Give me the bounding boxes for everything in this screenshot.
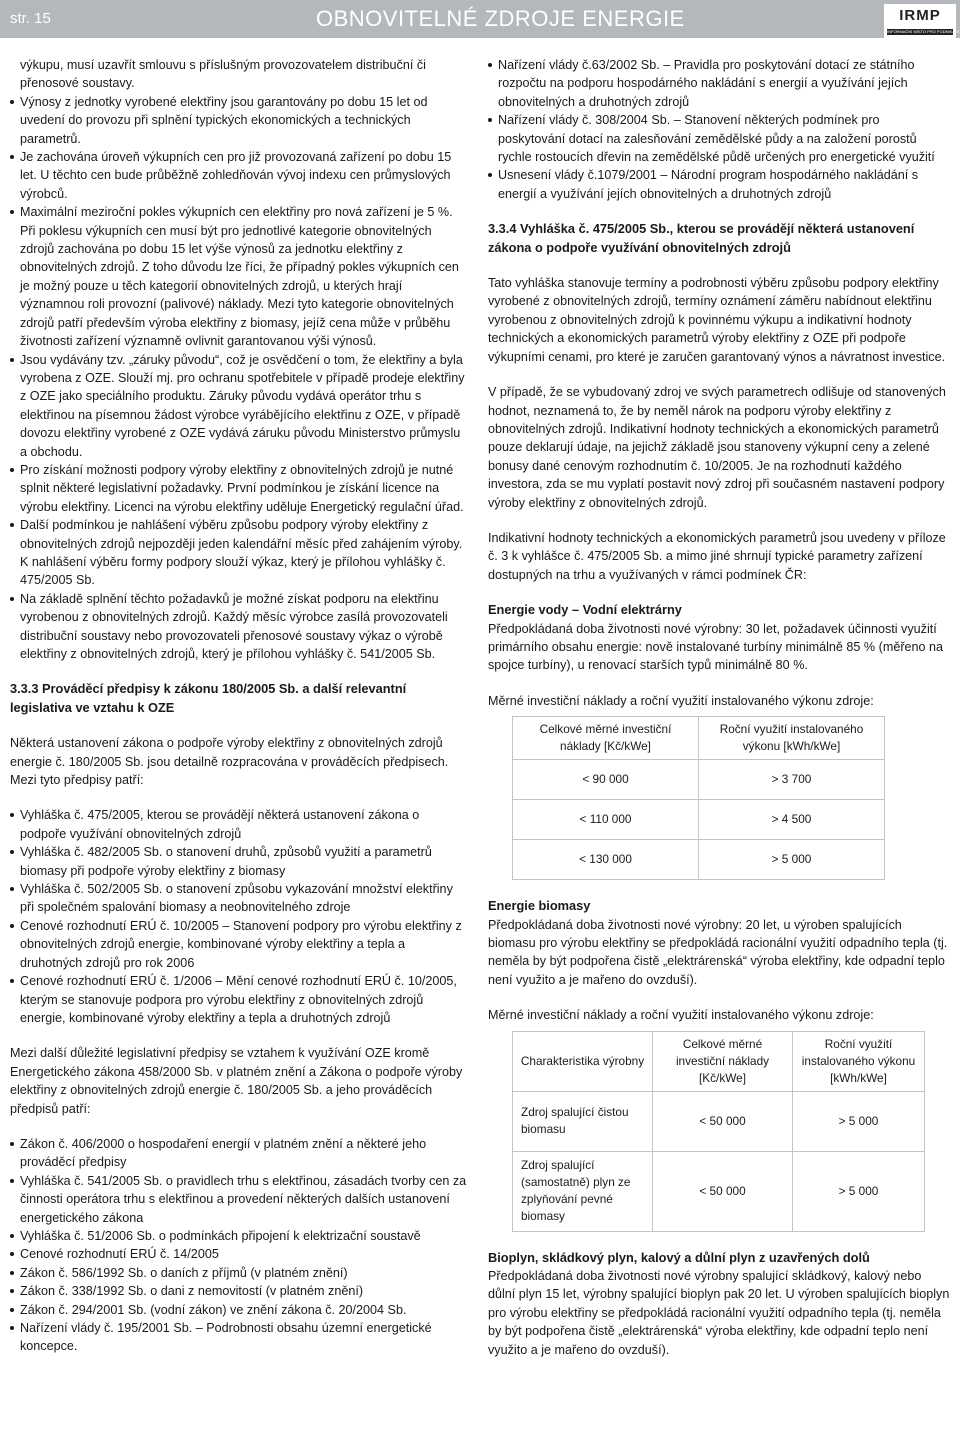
table-cell: Zdroj spalující (samostatně) plyn ze zplyňování pevné biomasy [513, 1151, 653, 1231]
table-row [513, 760, 885, 800]
implementing-regulations-list [10, 806, 468, 1027]
table-header-row [513, 1031, 925, 1091]
logo-wordmark: IRMP [899, 7, 941, 24]
paragraph: Indikativní hodnoty technických a ekonomických parametrů jsou uvedeny v příloze č. 3 k vyhlášce č. 475/2005 Sb. a mimo jiné shrnují typické parametry zařízení dostupných na trhu a využívaných v rámci podmínek ČR: [488, 530, 946, 582]
section-title: OBNOVITELNÉ ZDROJE ENERGIE [316, 6, 685, 31]
page-number: str. 15 [10, 10, 51, 27]
page-header [0, 0, 965, 42]
logo-subtitle: INFORMAČNÍ MÍSTO PRO PODNIKATELE [887, 29, 965, 34]
list-item: Nařízení vlády č. 308/2004 Sb. – Stanovení některých podmínek pro poskytování dotací na zalesňování zemědělské půdy a na založení porostů rychle rostoucích dřevin na zemědělské půdě určených pro energetické využití [488, 111, 950, 166]
table-header-cell: Celkové měrné investiční náklady [Kč/kWe] [513, 717, 699, 760]
table-header-cell: Charakteristika výrobny [513, 1031, 653, 1091]
table-cell: < 110 000 [513, 800, 699, 840]
table-cell: > 5 000 [793, 1091, 925, 1151]
table-row [513, 1091, 925, 1151]
list-item: Cenové rozhodnutí ERÚ č. 10/2005 – Stanovení podpory pro výrobu elektřiny z obnovitelných zdrojů energie, kombinované výroby elektřiny a tepla a druhotných zdrojů pro rok 2006 [10, 917, 468, 972]
table-header-row [513, 717, 885, 760]
list-item: Vyhláška č. 51/2006 Sb. o podmínkách připojení k elektrizační soustavě [10, 1227, 468, 1245]
list-item: Pro získání možnosti podpory výroby elektřiny z obnovitelných zdrojů je nutné splnit některé legislativní požadavky. První podmínkou je získání licence na výrobu elektřiny. Licenci na výrobu elektřiny uděluje Energetický regulační úřad. [10, 461, 468, 516]
table-cell: > 4 500 [699, 800, 885, 840]
water-energy-text: Předpokládaná doba životnosti nové výrobny: 30 let, požadavek účinnosti využití primárního obsahu energie: nově instalované turbíny minimálně 85 % (měřeno na spojce turbíny), u renovací starších typů minimálně 80 %. [488, 621, 944, 673]
list-item: Maximální meziroční pokles výkupních cen elektřiny pro nová zařízení je 5 %. Při poklesu výkupních cen musí být pro jednotlivé kategorie obnovitelných zdrojů zachována po dobu 15 let výše výnosů za jednotku elektřiny z obnovitelných zdrojů. Z toho důvodu lze říci, že případný pokles výkupních cen je možný pouze u těch kategorií obnovitelných zdrojů, u kterých hrají významnou roli provozní (palivové) náklady. Mezi tyto kategorie obnovitelných zdrojů patří především výroba elektřiny z biomasy, jejíž cena může v průběhu životnosti zařízení významně ovlivnit garantovanou výši výnosů. [10, 203, 468, 350]
table-cell: > 3 700 [699, 760, 885, 800]
support-conditions-list [10, 93, 468, 664]
paragraph: V případě, že se vybudovaný zdroj ve svých parametrech odlišuje od stanovených hodnot, neznamená to, že by neměl nárok na podporu výroby elektřiny z obnovitelných zdrojů. Indikativní hodnoty technických a ekonomických parametrů pouze deklarují údaje, na jejichž základě jsou stanoveny výkupní ceny a zelené bonusy dané cenovým rozhodnutím č. 10/2005. Je na rozhodnutí každého investora, zda se mu vyplatí postavit nový zdroj při současném nastavení podpory výroby elektřiny z obnovitelných zdrojů. [488, 385, 946, 510]
heading-3-3-4: 3.3.4 Vyhláška č. 475/2005 Sb., kterou se provádějí některá ustanovení zákona o podpoře využívání obnovitelných zdrojů [488, 221, 915, 255]
left-column [10, 56, 468, 1356]
right-column [488, 56, 950, 1359]
list-item: Další podmínkou je nahlášení výběru způsobu podpory výroby elektřiny z obnovitelných zdrojů nejpozději jeden kalendářní měsíc před zahájením výroby. K nahlášení výběru formy podpory slouží výkaz, který je přílohou vyhlášky č. 475/2005 Sb. [10, 516, 468, 590]
list-item: Zákon č. 586/1992 Sb. o daních z příjmů (v platném znění) [10, 1264, 468, 1282]
government-decrees-list [488, 56, 950, 203]
list-item: Výnosy z jednotky vyrobené elektřiny jsou garantovány po dobu 15 let od uvedení do provozu při splnění typických ekonomických a technických parametrů. [10, 93, 468, 148]
list-item: Je zachována úroveň výkupních cen pro již provozovaná zařízení po dobu 15 let. U těchto cen bude průběžně zohledňován vývoj indexu cen průmyslových výrobců. [10, 148, 468, 203]
table-header-cell: Celkové měrné investiční náklady [Kč/kWe] [653, 1031, 793, 1091]
table-cell: < 90 000 [513, 760, 699, 800]
table-row [513, 800, 885, 840]
table-cell: > 5 000 [699, 840, 885, 880]
water-table-intro: Měrné investiční náklady a roční využití instalovaného výkonu zdroje: [488, 693, 874, 708]
table-row [513, 840, 885, 880]
list-item: Vyhláška č. 541/2005 Sb. o pravidlech trhu s elektřinou, zásadách tvorby cen za činnosti operátora trhu s elektřinou a provedení některých dalších ustanovení energetického zákona [10, 1172, 468, 1227]
biogas-heading: Bioplyn, skládkový plyn, kalový a důlní plyn z uzavřených dolů [488, 1249, 870, 1265]
biomass-table-intro: Měrné investiční náklady a roční využití instalovaného výkonu zdroje: [488, 1008, 874, 1023]
other-legislation-list [10, 1135, 468, 1356]
table-cell: < 50 000 [653, 1151, 793, 1231]
paragraph: Mezi další důležité legislativní předpisy se vztahem k využívání OZE kromě Energetického zákona 458/2000 Sb. v platném znění a Zákona o podpoře výroby elektřiny z obnovitelných zdrojů energie č. 180/2005 Sb. a jeho prováděcích předpisů patří: [10, 1046, 463, 1116]
biomass-parameters-table [512, 1031, 925, 1232]
list-item: Zákon č. 406/2000 o hospodaření energií v platném znění a některé jeho prováděcí předpisy [10, 1135, 468, 1172]
table-header-cell: Roční využití instalovaného výkonu [kWh/kWe] [793, 1031, 925, 1091]
table-header-cell: Roční využití instalovaného výkonu [kWh/kWe] [699, 717, 885, 760]
table-row [513, 1151, 925, 1231]
list-item: Cenové rozhodnutí ERÚ č. 14/2005 [10, 1245, 468, 1263]
table-cell: Zdroj spalující čistou biomasu [513, 1091, 653, 1151]
list-item: Vyhláška č. 482/2005 Sb. o stanovení druhů, způsobů využití a parametrů biomasy při podpoře výroby elektřiny z biomasy [10, 843, 468, 880]
table-cell: < 50 000 [653, 1091, 793, 1151]
list-item: Vyhláška č. 475/2005, kterou se provádějí některá ustanovení zákona o podpoře využívání obnovitelných zdrojů [10, 806, 468, 843]
table-cell: < 130 000 [513, 840, 699, 880]
list-item: Na základě splnění těchto požadavků je možné získat podporu na elektřinu vyrobenou z obnovitelných zdrojů. Každý měsíc výrobce zasílá provozovateli distribuční soustavy nebo provozovateli přenosové soustavy výkaz o výrobě elektřiny z obnovitelných zdrojů, který je přílohou vyhlášky č. 541/2005 Sb. [10, 590, 468, 664]
list-item: Jsou vydávány tzv. „záruky původu“, což je osvědčení o tom, že elektřiny a byla vyrobena z OZE. Slouží mj. pro ochranu spotřebitele v případě prodeje elektřiny z OZE jako speciálního produktu. Záruky původu vydává operátor trhu s elektřinou na písemnou žádost výrobce vyrábějícího elektřinu z OZE, v případě dovozu elektřiny vyrobené z OZE vydává záruku původu Ministerstvo průmyslu a obchodu. [10, 351, 468, 461]
list-item: Zákon č. 338/1992 Sb. o dani z nemovitostí (v platném znění) [10, 1282, 468, 1300]
heading-3-3-3: 3.3.3 Prováděcí předpisy k zákonu 180/2005 Sb. a další relevantní legislativa ve vztahu k OZE [10, 681, 407, 715]
list-item: Nařízení vlády č.63/2002 Sb. – Pravidla pro poskytování dotací ze státního rozpočtu na podporu hospodárného nakládání s energií a využívání jejích obnovitelných a druhotných zdrojů [488, 56, 950, 111]
list-item: Zákon č. 294/2001 Sb. (vodní zákon) ve znění zákona č. 20/2004 Sb. [10, 1301, 468, 1319]
paragraph: Některá ustanovení zákona o podpoře výroby elektřiny z obnovitelných zdrojů energie č. 180/2005 Sb. jsou detailně rozpracována v prováděcích předpisech. Mezi tyto předpisy patří: [10, 736, 449, 788]
paragraph: Tato vyhláška stanovuje termíny a podrobnosti výběru způsobu podpory elektřiny vyrobené z obnovitelných zdrojů, termíny oznámení záměru nabídnout elektřinu vyrobenou z obnovitelných zdrojů k povinnému výkupu a indikativní hodnoty technických a ekonomických parametrů výroby elektřiny z OZE při podpoře výkupními cenami, pro které je zaručen garantovaný výnos a návratnost investice. [488, 276, 946, 364]
irmp-logo [884, 4, 965, 38]
biomass-heading: Energie biomasy [488, 898, 591, 914]
list-item: Cenové rozhodnutí ERÚ č. 1/2006 – Mění cenové rozhodnutí ERÚ č. 10/2005, kterým se stanovuje podpora pro výrobu elektřiny z obnovitelných zdrojů energie, kombinované výroby elektřiny a tepla a druhotných zdrojů [10, 972, 468, 1027]
continued-paragraph: výkupu, musí uzavřít smlouvu s příslušným provozovatelem distribuční či přenosové soustavy. [20, 58, 426, 91]
list-item: Vyhláška č. 502/2005 Sb. o stanovení způsobu vykazování množství elektřiny při společném spalování biomasy a neobnovitelného zdroje [10, 880, 468, 917]
list-item: Nařízení vlády č. 195/2001 Sb. – Podrobnosti obsahu územní energetické koncepce. [10, 1319, 468, 1356]
biogas-text: Předpokládaná doba životnosti nové výrobny spalující skládkový, kalový nebo důlní plyn 15 let, výrobny spalující bioplyn pak 20 let. U výroben spalujících bioplyn pro výrobu elektřiny se předpokládá racionální využití odpadního tepla (tj. neměla by být podpořena čistě „elektrárenská“ výroba elektřiny, kde odpadní teplo není využito a je mařeno do ovzduší). [488, 1269, 950, 1357]
biomass-text: Předpokládaná doba životnosti nové výrobny: 20 let, u výroben spalujících biomasu pro výrobu elektřiny se předpokládá racionální využití odpadního tepla (tj. neměla by být podpořena čistě „elektrárenská“ výroba elektřiny, kde odpadní teplo není využito a je mařeno do ovzduší). [488, 917, 948, 987]
water-parameters-table [512, 716, 885, 880]
table-cell: > 5 000 [793, 1151, 925, 1231]
water-energy-heading: Energie vody – Vodní elektrárny [488, 602, 682, 618]
list-item: Usnesení vlády č.1079/2001 – Národní program hospodárného nakládání s energií a využívání jejích obnovitelných a druhotných zdrojů [488, 166, 950, 203]
